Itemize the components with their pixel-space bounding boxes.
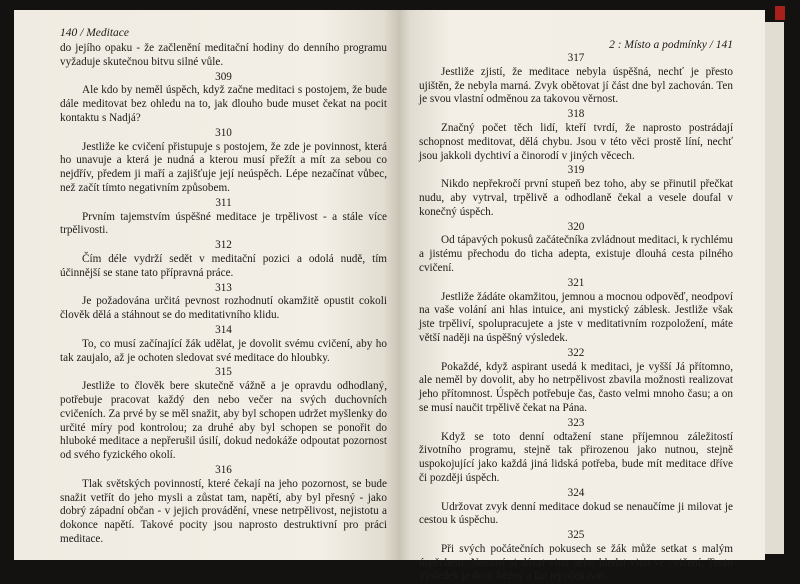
paragraph-number: 325 <box>567 529 585 542</box>
paragraph: Je požadována určitá pevnost rozhodnutí okamžitě opustit cokoli člověk dělá a stáhnout se do meditativního klidu. <box>60 295 387 322</box>
paragraph-number: 323 <box>567 416 585 429</box>
paragraph-number: 320 <box>567 220 585 233</box>
paragraph: Když se toto denní odtažení stane příjemnou záležitostí životního programu, stejně tak přirozenou jako nutnou, stejně uspokojující jako každá jiná lidská potřeba, bude mít meditace dříve či později úspěch. <box>419 430 733 484</box>
paragraph: Značný počet těch lidí, kteří tvrdí, že naprosto postrádají schopnost meditovat, dělá chybu. Jsou v této věci prostě líní, nechť jsou jakkoli dychtiví a činorodí v jiných věcech. <box>419 121 733 162</box>
paragraph-number: 319 <box>567 164 585 177</box>
paragraph: Udržovat zvyk denní meditace dokud se nenaučíme ji milovat je cestou k úspěchu. <box>419 500 733 527</box>
paragraph-number: 311 <box>215 196 232 209</box>
paragraph: Čím déle vydrží sedět v meditační pozici a odolá nudě, tím účinnější se stane tato přípravná práce. <box>60 252 387 279</box>
paragraph-number: 317 <box>567 52 585 64</box>
paragraph: Pokaždé, když aspirant usedá k meditaci, je vyšší Já přítomno, ale neměl by dovolit, aby ho netrpělivost zbavila možnosti realizovat jeho přítomnost. Úspěch potřebuje čas, často velmi mnoho času; a on se musí naučit trpělivě čekat na Pána. <box>419 360 733 414</box>
paragraph-number: 322 <box>567 346 585 359</box>
right-page <box>399 10 765 583</box>
paragraph-number: 315 <box>215 366 232 379</box>
paragraph-number: 310 <box>215 126 232 139</box>
left-page <box>14 10 399 560</box>
paragraph: Od tápavých pokusů začátečníka zvládnout meditaci, k rychlému a jistému přechodu do ticha adepta, existuje dlouhá cesta pilného cvičení. <box>419 234 733 274</box>
paragraph: Tlak světských povinností, které čekají na jeho pozornost, se bude snažit vetřít do jeho mysli a zůstat tam, napětí, aby byl přesný - jako dobrý západní občan - v jejich provádění, vnese netrpělivost, nejistotu a dokonce napětí. Takové pocity jsou naprosto destruktivní pro práci meditace. <box>60 477 387 545</box>
paragraph: Jestliže zjistí, že meditace nebyla úspěšná, nechť je přesto ujištěn, že nebyla marná. Zvyk obětovat jí část dne byl zachován. Ten je svou vlastní odměnou za takovou věrnost. <box>419 65 733 106</box>
paragraph: Nikdo nepřekročí první stupeň bez toho, aby se přinutil přečkat nudu, aby vytrval, trpělivě a odhodlaně čekal a vesele doufal v konečný úspěch. <box>419 178 733 218</box>
bookmark-ribbon <box>775 6 785 20</box>
paragraph-number: 309 <box>215 70 232 83</box>
paragraph-number: 316 <box>215 463 232 476</box>
paragraph-number: 314 <box>215 323 232 336</box>
paragraph: Prvním tajemstvím úspěšné meditace je trpělivost - a stále více trpělivosti. <box>60 210 387 237</box>
paragraph: To, co musí začínající žák udělat, je dovolit svému cvičení, aby ho tak zaujalo, až je ochoten sledovat své meditace do hloubky. <box>60 337 387 364</box>
running-header: 2 : Místo a podmínky / 141 <box>609 39 733 51</box>
paragraph-number: 324 <box>567 486 585 499</box>
paragraph: Ale kdo by neměl úspěch, když začne meditaci s postojem, že bude dále meditovat bez ohledu na to, jak dlouho bude muset čekat na pocit kontaktu s Nadjá? <box>60 84 387 124</box>
paragraph-number: 312 <box>215 239 232 252</box>
running-header: 140 / Meditace <box>60 27 129 39</box>
page-text <box>419 52 733 584</box>
paragraph-number: 318 <box>567 108 585 121</box>
paragraph-continuation: do jejího opaku - že začlenění meditační hodiny do denního programu vyžaduje skutečnou bitvu silné vůle. <box>60 42 387 68</box>
paragraph: Při svých počátečních pokusech se žák může setkat s malým úspěchem. Nemusí si dávat vinu nebo hledat vinu ve cvičení. Tento výsledek je dosti běžný a lze jej očekávat. <box>419 542 733 583</box>
page-edges <box>765 22 784 554</box>
paragraph: Jestliže žádáte okamžitou, jemnou a mocnou odpověď, neodpoví na vaše volání ani hlas intuice, ani mystický záblesk. Jestliže však jste trpěliví, spolupracujete a jste v meditativním rozpoložení, máte větší naději na úspěšný výsledek. <box>419 290 733 344</box>
paragraph-number: 321 <box>567 276 585 289</box>
paragraph: Jestliže to člověk bere skutečně vážně a je opravdu odhodlaný, potřebuje pracovat každý den nebo večer na svých duchovních cvičeních. Za prvé by se měl snažit, aby byl schopen udržet myšlenky do určité míry pod kontrolou; za druhé aby byl schopen se ponořit do hluboké meditace a nepřerušil úsilí, dokud nedokáže odpoutat pozornost od svého fyzického okolí. <box>60 380 387 462</box>
page-text <box>60 42 387 547</box>
paragraph-number: 313 <box>215 281 232 294</box>
paragraph: Jestliže ke cvičení přistupuje s postojem, že zde je povinnost, která ho unavuje a která je nudná a kterou musí přežít a mít za sebou co nejdřív, předem ji maří a zajišťuje její neúspěch. Lépe nezačínat vůbec, než začít tímto negativním způsobem. <box>60 140 387 194</box>
